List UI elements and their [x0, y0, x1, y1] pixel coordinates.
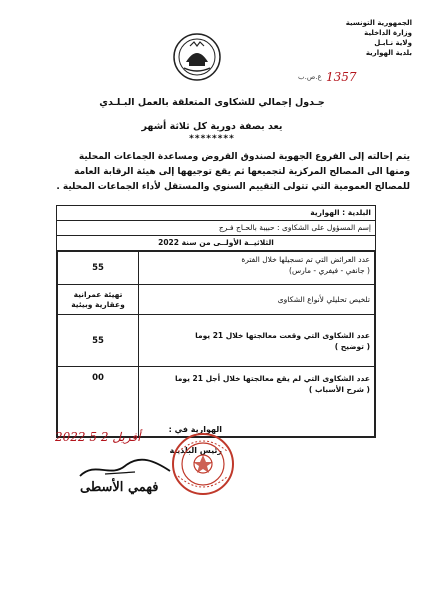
row-value: 00 — [58, 367, 139, 437]
signature-scribble — [75, 456, 175, 481]
paragraph-line-3: للمصالح العمومية التي تتولى التقييم السنوي والمستقل لأداء الجماعات المحلية . — [56, 182, 410, 192]
table-responsible: إسم المسؤول على الشكاوى : حبيبة بالحـاج فـرج — [57, 221, 375, 236]
row-label: عدد العرائض التي تم تسجيلها خلال الفترة — [241, 255, 370, 264]
row-sublabel: ( توضيح ) — [334, 341, 370, 351]
row-label: تلخيص تحليلي لأنواع الشكاوى — [277, 295, 370, 304]
ministry-header — [292, 18, 412, 58]
reference-prefix: ع.ص.ب — [298, 73, 322, 81]
table-municipality: البلدية : الهوارية — [57, 206, 375, 221]
row-value: 55 — [58, 315, 139, 367]
place-date-label: الهوارية في : — [168, 425, 222, 434]
handwritten-date: 2022 أفريل 2 5 — [55, 430, 141, 444]
document-subtitle: يعد بصفة دورية كل ثلاثة أشهر — [141, 121, 283, 132]
header-line-municipality: بلدية الهوارية — [365, 49, 412, 57]
table-row — [58, 315, 375, 367]
row-sublabel: ( جانفي - فيفري - مارس) — [289, 266, 370, 275]
paragraph-line-1: يتم إحالته إلى الفروع الجهوية لصندوق القروض ومساعدة الجماعات المحلية — [78, 152, 410, 162]
document-title: جـدول إجمالي للشكاوى المتعلقة بالعمل البـلـدي — [99, 97, 325, 108]
header-line-republic: الجمهورية التونسية — [345, 19, 412, 27]
mayor-name: فهمي الأسطى — [80, 480, 159, 495]
table-row — [58, 252, 375, 285]
paragraph-line-2: ومنها الى المصالح المركزية لتجميعها ثم يقع توجيهها إلى هيئة الرقابة العامة — [74, 167, 410, 177]
row-value: تهيئة عمرانية وعقارية وبيئية — [58, 285, 139, 315]
table-period: الثلاثيــة الأولــى من سنة 2022 — [57, 236, 375, 251]
row-label: عدد الشكاوى التي وقعت معالجتها خلال 21 يوما — [195, 330, 370, 340]
header-line-governorate: ولاية نـابـل — [374, 39, 412, 47]
official-stamp-icon — [170, 432, 236, 496]
title-separator: ******** — [189, 134, 235, 144]
complaints-table — [56, 205, 376, 438]
row-label: عدد الشكاوى التي لم يقع معالجتها خلال أجل 21 يوما — [174, 374, 370, 383]
mayor-role: رئيس البلديـة — [169, 446, 222, 455]
row-sublabel: ( شرح الأسباب ) — [308, 385, 370, 394]
table-row — [58, 285, 375, 315]
municipal-emblem-icon — [172, 32, 222, 82]
row-value: 55 — [58, 252, 139, 285]
header-line-ministry: وزارة الداخلية — [364, 29, 412, 37]
reference-number: 1357 — [326, 70, 357, 84]
